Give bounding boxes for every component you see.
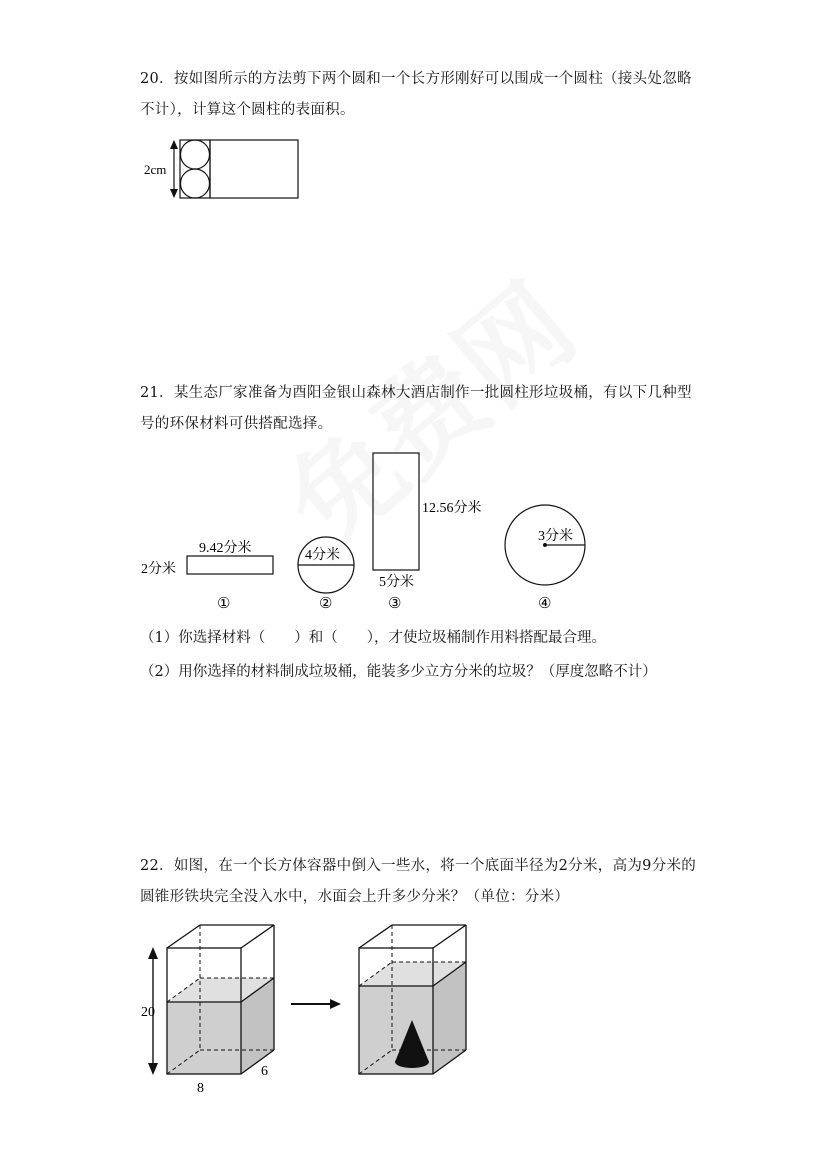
transition-arrow: [291, 999, 341, 1009]
question-21-figure: [135, 448, 605, 622]
material-2: [298, 537, 354, 612]
number-2: ②: [319, 596, 333, 612]
material-3: [373, 453, 482, 612]
question-21-sub2: （2）用你选择的材料制成垃圾桶，能装多少立方分米的垃圾？（厚度忽略不计）: [140, 664, 657, 680]
question-22-figure: [135, 920, 485, 1104]
number-1: ①: [217, 596, 231, 612]
container-before: [141, 925, 274, 1096]
label-20: 20: [141, 1005, 155, 1020]
question-22-text: 22．如图，在一个长方体容器中倒入一些水，将一个底面半径为2分米，高为9分米的圆锥形铁块完全没入水中，水面会上升多少分米？（单位：分米）: [140, 858, 697, 905]
question-20-text: 20．按如图所示的方法剪下两个圆和一个长方形刚好可以围成一个圆柱（接头处忽略不计），计算这个圆柱的表面积。: [140, 71, 692, 118]
label-6: 6: [261, 1064, 268, 1079]
label-2cm: 2cm: [144, 162, 167, 177]
question-21-text: 21．某生态厂家准备为酉阳金银山森林大酒店制作一批圆柱形垃圾桶，有以下几种型号的环保材料可供搭配选择。: [140, 385, 692, 432]
m3-side-label: 12.56分米: [422, 501, 482, 516]
question-20-figure: [140, 136, 310, 208]
material-4: [505, 505, 585, 612]
container-after: [359, 925, 466, 1074]
m1-top-label: 9.42分米: [199, 541, 252, 556]
label-8: 8: [197, 1081, 204, 1096]
material-1: [141, 539, 273, 612]
number-3: ③: [388, 596, 402, 612]
m1-left-label: 2分米: [141, 562, 176, 577]
number-4: ④: [538, 596, 552, 612]
m4-label: 3分米: [538, 529, 573, 544]
m3-bottom-label: 5分米: [379, 575, 414, 590]
question-21-sub1: （1）你选择材料（ ）和（ ），才使垃圾桶制作用料搭配最合理。: [140, 630, 606, 646]
m2-label: 4分米: [305, 548, 340, 563]
